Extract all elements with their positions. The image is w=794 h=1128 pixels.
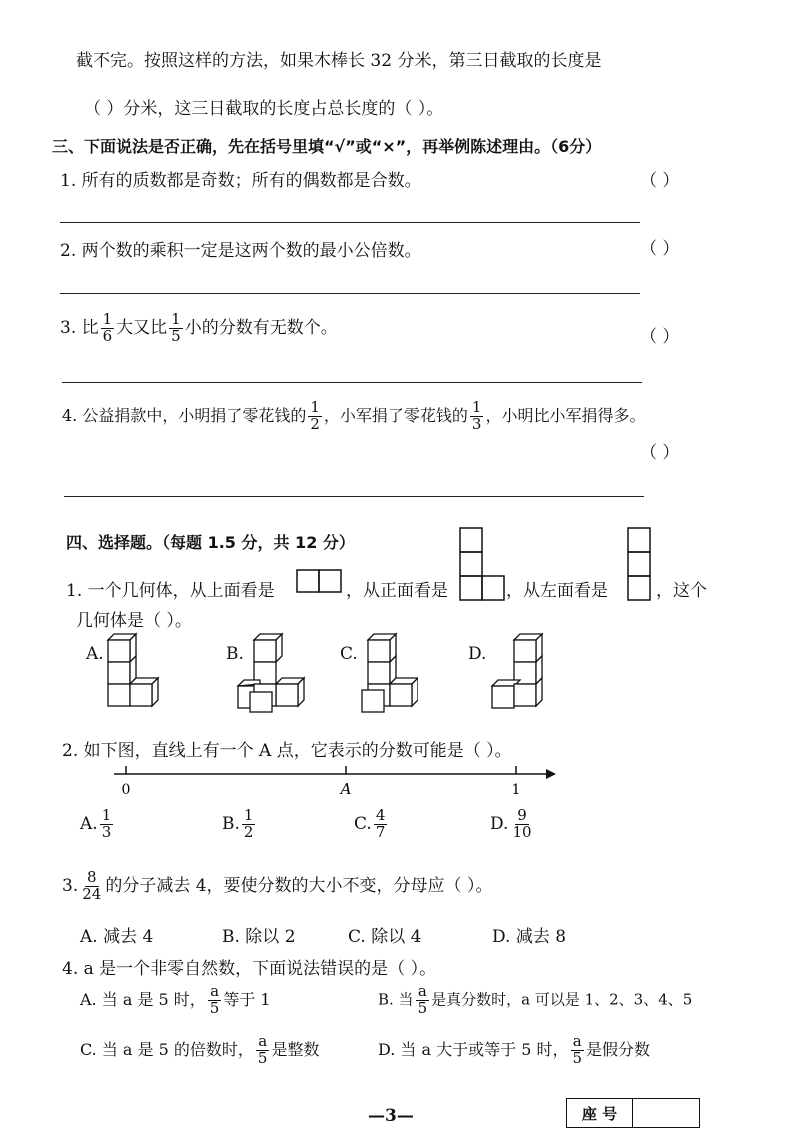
q2-option-c[interactable]: C. $\frac{4}{7}$ bbox=[354, 806, 386, 841]
s3-q1-answer-paren[interactable]: （ ） bbox=[640, 171, 680, 191]
option-d-cubes-figure bbox=[488, 630, 544, 710]
seat-number-field[interactable] bbox=[633, 1099, 699, 1127]
s3-q4-answer-paren[interactable]: （ ） bbox=[640, 443, 680, 463]
q3-option-c[interactable]: C. 除以 4 bbox=[348, 927, 422, 947]
q1-option-a-label[interactable]: A. bbox=[86, 644, 104, 664]
point-a-label: A bbox=[340, 780, 352, 798]
s3-question-3: 3. 比 $\frac{1}{6}$ 大又比 $\frac{1}{5}$ 小的分数有无数个。 bbox=[60, 310, 338, 345]
option-b-cubes-figure bbox=[234, 630, 308, 714]
s3-q3-answer-line[interactable] bbox=[62, 382, 642, 383]
s3-question-4: 4. 公益捐款中，小明捐了零花钱的 $\frac{1}{2}$ ，小军捐了零花钱的 $\frac{1}{3}$ ，小明比小军捐得多。 bbox=[62, 398, 646, 433]
page-number: —3— bbox=[368, 1106, 414, 1126]
s4-q2-text: 2. 如下图，直线上有一个 A 点，它表示的分数可能是（ ）。 bbox=[62, 741, 512, 761]
s3-q4-answer-line[interactable] bbox=[64, 496, 644, 497]
q4-option-b[interactable]: B. 当 $\frac{a}{5}$ 是真分数时，a 可以是 1、2、3、4、5 bbox=[378, 982, 693, 1017]
fraction-1-6: $\frac{1}{6}$ bbox=[102, 310, 113, 345]
q3-option-d[interactable]: D. 减去 8 bbox=[492, 927, 567, 947]
q1-option-c-label[interactable]: C. bbox=[340, 644, 358, 664]
left-view-figure bbox=[626, 526, 654, 602]
section-3-heading: 三、下面说法是否正确，先在括号里填“√”或“×”，再举例陈述理由。（6分） bbox=[52, 137, 602, 156]
q3-option-a[interactable]: A. 减去 4 bbox=[80, 927, 154, 947]
seat-number-label: 座 号 bbox=[567, 1099, 633, 1127]
tick-label-0: 0 bbox=[121, 782, 131, 798]
front-view-figure bbox=[458, 526, 508, 602]
s4-q1-line-2: 几何体是（ ）。 bbox=[76, 611, 192, 631]
section-4-heading: 四、选择题。（每题 1.5 分，共 12 分） bbox=[66, 533, 355, 552]
s3-question-1: 1. 所有的质数都是奇数；所有的偶数都是合数。 bbox=[60, 171, 422, 191]
s3-question-2: 2. 两个数的乘积一定是这两个数的最小公倍数。 bbox=[60, 241, 422, 261]
q1-option-d-label[interactable]: D. bbox=[468, 644, 487, 664]
fraction-1-3: $\frac{1}{3}$ bbox=[471, 398, 482, 433]
s4-q1-text: 1. 一个几何体，从上面看是 bbox=[66, 581, 275, 601]
q4-option-c[interactable]: C. 当 a 是 5 的倍数时， $\frac{a}{5}$ 是整数 bbox=[80, 1032, 320, 1067]
fraction-1-2: $\frac{1}{2}$ bbox=[310, 398, 320, 433]
option-a-cubes-figure bbox=[104, 630, 160, 708]
s4-q3-text: 3. $\frac{8}{24}$ 的分子减去 4，要使分数的大小不变，分母应（ ）。 bbox=[62, 868, 493, 903]
intro-line-1: 截不完。按照这样的方法，如果木棒长 32 分米，第三日截取的长度是 bbox=[76, 51, 602, 71]
q2-option-a[interactable]: A. $\frac{1}{3}$ bbox=[80, 806, 112, 841]
s4-q1-text-2: ，从正面看是 bbox=[346, 581, 448, 601]
s4-q4-text: 4. a 是一个非零自然数，下面说法错误的是（ ）。 bbox=[62, 959, 437, 979]
tick-label-1: 1 bbox=[511, 782, 521, 798]
q2-option-d[interactable]: D. $\frac{9}{10}$ bbox=[490, 806, 532, 841]
s4-q1-text-3: ，从左面看是 bbox=[506, 581, 608, 601]
intro-line-2: （ ）分米，这三日截取的长度占总长度的（ ）。 bbox=[84, 99, 444, 119]
fraction-1-5: $\frac{1}{5}$ bbox=[171, 310, 181, 345]
option-c-cubes-figure bbox=[358, 630, 418, 714]
s3-q3-answer-paren[interactable]: （ ） bbox=[640, 327, 680, 347]
q3-option-b[interactable]: B. 除以 2 bbox=[222, 927, 296, 947]
number-line-figure bbox=[110, 760, 556, 800]
fraction-8-24: $\frac{8}{24}$ bbox=[82, 868, 102, 903]
s3-q2-answer-paren[interactable]: （ ） bbox=[640, 239, 680, 259]
s3-q1-answer-line[interactable] bbox=[60, 222, 640, 223]
q2-option-b[interactable]: B. $\frac{1}{2}$ bbox=[222, 806, 254, 841]
s4-q1-text-4: ，这个 bbox=[656, 581, 707, 601]
top-view-figure bbox=[296, 568, 346, 594]
q4-option-d[interactable]: D. 当 a 大于或等于 5 时， $\frac{a}{5}$ 是假分数 bbox=[378, 1032, 651, 1067]
q1-option-b-label[interactable]: B. bbox=[226, 644, 244, 664]
q4-option-a[interactable]: A. 当 a 是 5 时， $\frac{a}{5}$ 等于 1 bbox=[80, 982, 271, 1017]
s3-q2-answer-line[interactable] bbox=[60, 293, 640, 294]
